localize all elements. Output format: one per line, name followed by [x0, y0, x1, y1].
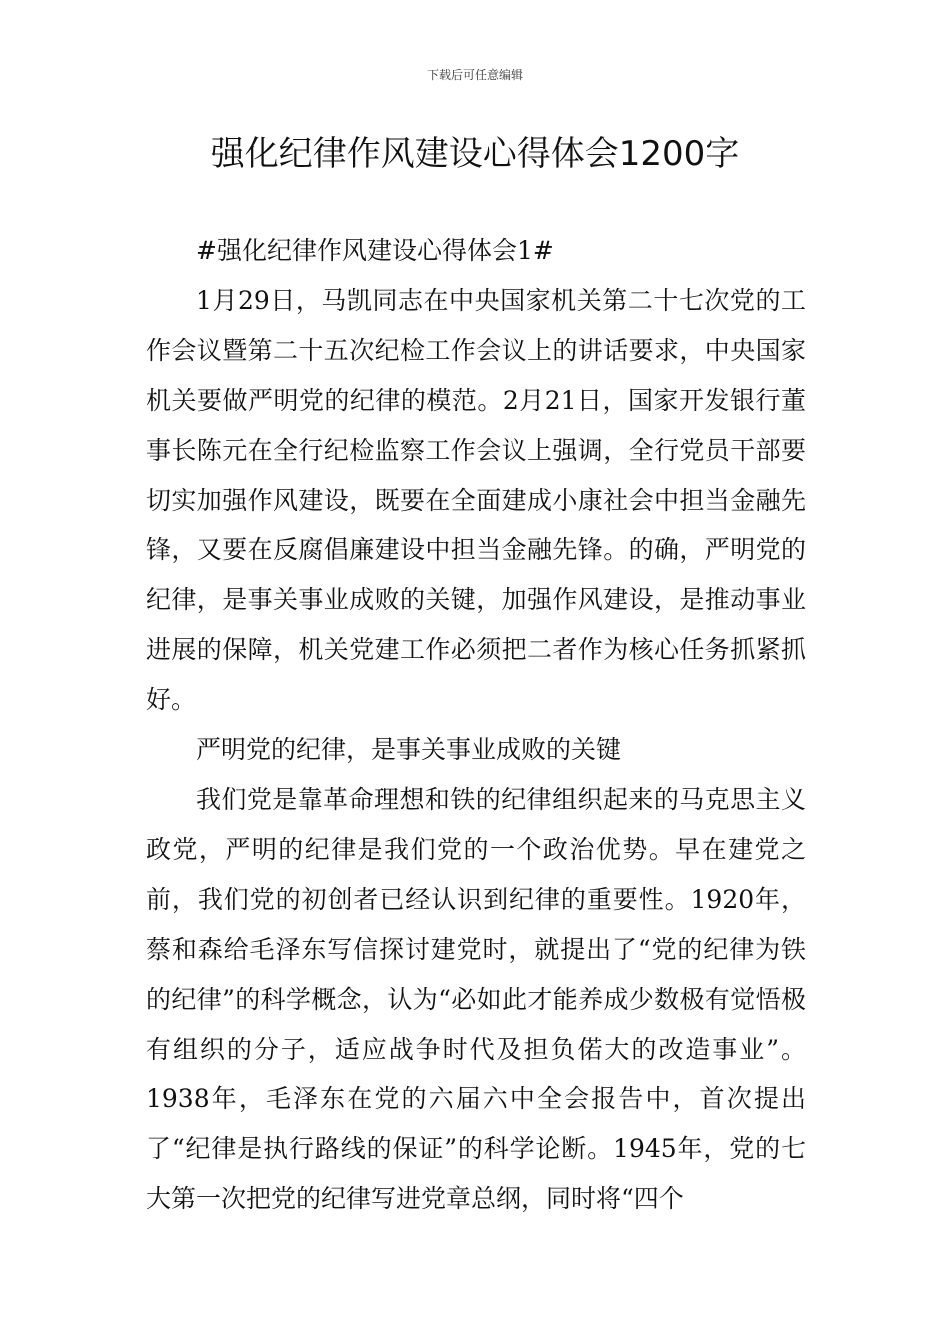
section-heading-1: #强化纪律作风建设心得体会1#: [196, 236, 554, 265]
paragraph: 1月29日，马凯同志在中央国家机关第二十七次党的工作会议暨第二十五次纪检工作会议上的讲话要求，中央国家机关要做严明党的纪律的模范。2月21日，国家开发银行董事长陈元在全行纪检监察工作会议上强调，全行党员干部要切实加强作风建设，既要在全面建成小康社会中担当金融先锋，又要在反腐倡廉建设中担当金融先锋。的确，严明党的纪律，是事关事业成败的关键，加强作风建设，是推动事业进展的保障，机关党建工作必须把二者作为核心任务抓紧抓好。: [146, 285, 806, 715]
section-heading-2: 严明党的纪律，是事关事业成败的关键: [196, 735, 622, 765]
paragraph: 我们党是靠革命理想和铁的纪律组织起来的马克思主义政党，严明的纪律是我们党的一个政治优势。早在建党之前，我们党的初创者已经认识到纪律的重要性。1920年，蔡和森给毛泽东写信探讨建党时，就提出了“党的纪律为铁的纪律”的科学概念，认为“必如此才能养成少数极有觉悟极有组织的分子，适应战争时代及担负偌大的改造事业”。1938年，毛泽东在党的六届六中全会报告中，首次提出了“纪律是执行路线的保证”的科学论断。1945年，党的七大第一次把党的纪律写进党章总纲，同时将“四个: [146, 784, 806, 1214]
header-note: 下载后可任意编辑: [426, 68, 523, 82]
document-title: 强化纪律作风建设心得体会1200字: [210, 134, 740, 174]
document-body: [146, 226, 806, 1224]
